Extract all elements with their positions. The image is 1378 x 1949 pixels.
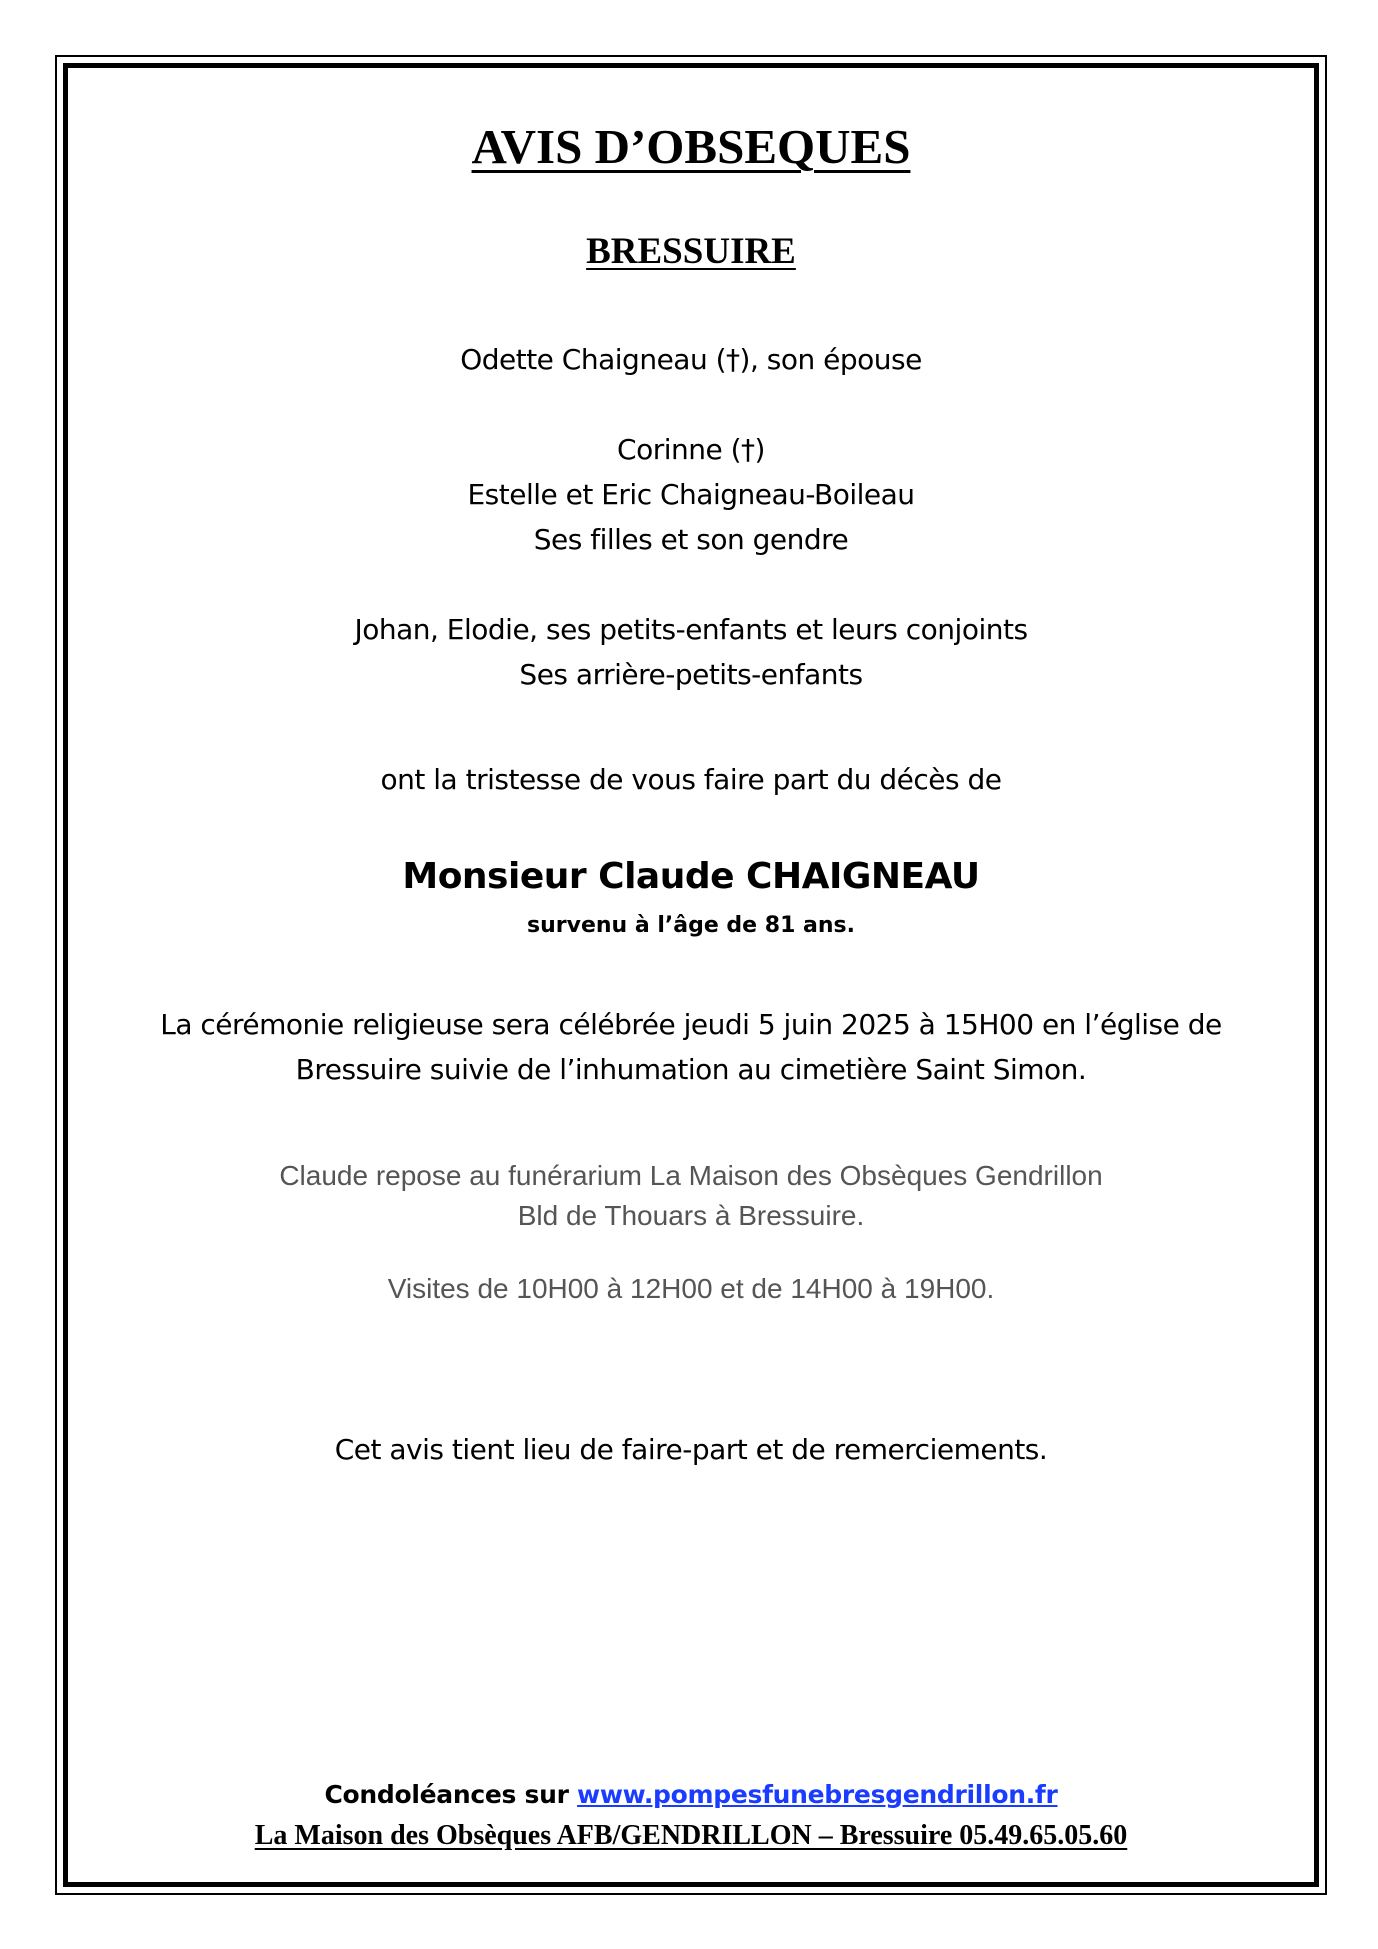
funeral-notice [68,68,1314,1882]
grandchildren-line: Ses arrière-petits-enfants [519,658,863,691]
deceased-name: Monsieur Claude CHAIGNEAU [402,856,980,897]
condolences-line [68,1780,1314,1809]
daughter-line: Ses filles et son gendre [533,523,849,556]
visits-line: Visites de 10H00 à 12H00 et de 14H00 à 19H00. [387,1273,995,1304]
rest-place-line: Bld de Thouars à Bressuire. [517,1200,865,1231]
website-link[interactable]: www.pompesfunebresgendrillon.fr [577,1780,1058,1809]
daughter-line: Corinne (†) [617,433,765,466]
rest-place-line: Claude repose au funérarium La Maison des Obsèques Gendrillon [279,1160,1103,1191]
daughter-line: Estelle et Eric Chaigneau-Boileau [467,478,915,511]
age-line: survenu à l’âge de 81 ans. [527,913,855,938]
announcement-line: ont la tristesse de vous faire part du décès de [380,763,1002,796]
notice-title: AVIS D’OBSEQUES [471,119,911,174]
spouse-line: Odette Chaigneau (†), son épouse [460,343,922,376]
grandchildren-line: Johan, Elodie, ses petits-enfants et leurs conjoints [354,613,1028,646]
ceremony-line: Bressuire suivie de l’inhumation au cimetière Saint Simon. [295,1053,1087,1086]
notice-city: BRESSUIRE [586,231,796,272]
closing-line: Cet avis tient lieu de faire-part et de remerciements. [334,1433,1048,1466]
company-line: La Maison des Obsèques AFB/GENDRILLON – Bressuire 05.49.65.05.60 [254,1820,1128,1851]
condolences-label: Condoléances sur [324,1780,578,1809]
ceremony-line: La cérémonie religieuse sera célébrée jeudi 5 juin 2025 à 15H00 en l’église de [160,1008,1222,1041]
